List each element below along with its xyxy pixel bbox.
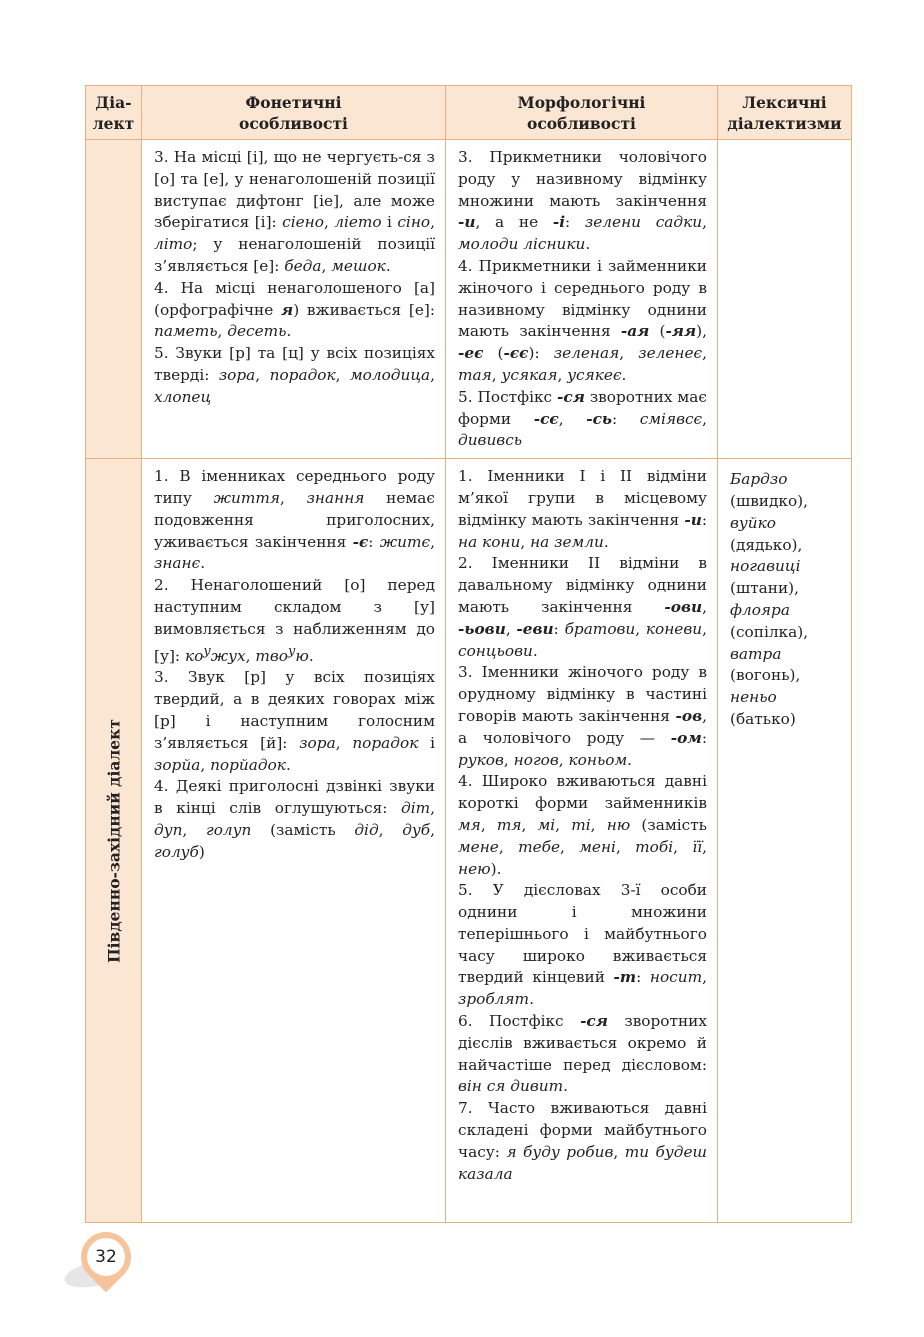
dialect-features-table [85, 85, 852, 1223]
phonetic-cell-row1 [142, 140, 446, 459]
list-item: 5. Постфікс -ся зворотних має форми -сє, -сь: сміявсє, дививсь [458, 387, 707, 450]
lexical-cell-row1 [718, 140, 852, 459]
lexical-word: ватра [730, 644, 782, 663]
header-phonetic [142, 86, 446, 140]
lexical-meaning: (батько) [730, 709, 796, 728]
morph-cell-row1 [446, 140, 718, 459]
list-item: 5. Звуки [р] та [ц] у всіх позиціях тверді: зора, порадок, молодица, хлопец [154, 344, 435, 406]
lexical-word: Бардзо [730, 470, 788, 489]
header-morph-text: Морфологічні особливості [517, 92, 646, 133]
table-row-southwest [86, 459, 852, 1223]
list-item: 4. На місці ненаголошеного [а] (орфографічне я) вживається [е]: паметь, десеть. [154, 278, 435, 341]
phonetic-cell-row2 [142, 459, 446, 1223]
lexical-word: неньо [730, 688, 777, 707]
list-item: 4. Деякі приголосні дзвінкі звуки в кінці слів оглушуються: діт, дуп, голуп (замість дід, дуб, голуб) [154, 777, 435, 861]
list-item: 3. На місці [і], що не чергуєть-ся з [о] та [е], у ненаголошеній позиції виступає дифтонг [іе], але може зберігатися [і]: сіено, ліето і сіно, літо; у ненаголошеній позиції з’являється [е]: беда, мешок. [154, 148, 435, 275]
morph-list-row2 [446, 459, 717, 1191]
list-item: 1. В іменниках середнього роду типу життя, знання немає подовження приголосних, уживається закінчення -є: житє, знанє. [154, 467, 435, 573]
table-row-continuation [86, 140, 852, 459]
list-item: 1. Іменники І і ІІ відміни м’якої групи в місцевому відмінку мають закінчення -и: на кони, на земли. [458, 467, 707, 551]
phonetic-list-row1 [142, 140, 445, 415]
list-item: 2. Ненаголошений [о] перед наступним складом з [у] вимовляється з наближенням до [у]: $ко^ужух$, тво$^у$ю. [154, 576, 435, 665]
morph-list-row1 [446, 140, 717, 458]
table-header-row [86, 86, 852, 140]
list-item: 2. Іменники ІІ відміни в давальному відмінку однини мають закінчення -ови, -ьови, -еви: братови, коневи, сонцьови. [458, 554, 707, 660]
dialect-cell-southwest [86, 459, 142, 1223]
dialect-cell-empty [86, 140, 142, 459]
lexical-word: вуйко [730, 513, 776, 532]
header-lexical [718, 86, 852, 140]
lexical-word: ногавиці [730, 557, 801, 576]
page-number-badge [62, 1228, 142, 1308]
list-item: 3. Прикметники чоловічого роду у називному відмінку множини мають закінчення -и, а не -і: зелени садки, молоди лісники. [458, 148, 707, 254]
list-item: 6. Постфікс -ся зворотних дієслів вживається окремо й найчастіше перед дієсловом: він ся дивит. [458, 1012, 707, 1096]
list-item: 5. У дієсловах 3-ї особи однини і множини теперішнього і майбутнього часу широко вживається твердий кінцевий -т: носит, зроблят. [458, 881, 707, 1009]
header-lexical-text: Лексичні діалектизми [727, 92, 842, 133]
lexical-meaning: (сопілка), [730, 622, 809, 641]
header-dialect [86, 86, 142, 140]
list-item: 4. Прикметники і займенники жіночого і середнього роду в називному відмінку однини мають закінчення -ая (-яя), -еє (-єє): зеленая, зеленеє, тая, усякая, усякеє. [458, 256, 707, 384]
list-item: 3. Звук [р] у всіх позиціях твердий, а в деяких говорах між [р] і наступним голосним з’являється [й]: зора, порадок і зорйа, порйадок. [154, 668, 435, 774]
lexical-meaning: (вогонь), [730, 666, 801, 685]
list-item: 3. Іменники жіночого роду в орудному відмінку в частині говорів мають закінчення -ов, а чоловічого роду — -ом: руков, ногов, коньом. [458, 663, 707, 769]
list-item: 4. Широко вживаються давні короткі форми займенників мя, тя, мі, ті, ню (замість мене, тебе, мені, тобі, її, нею). [458, 772, 708, 878]
header-morph [446, 86, 718, 140]
list-item: 7. Часто вживаються давні складені форми майбутнього часу: я буду робив, ти будеш казала [458, 1099, 707, 1183]
morph-cell-row2 [446, 459, 718, 1223]
page-number: 32 [95, 1247, 117, 1267]
lexical-list-row2 [718, 459, 851, 737]
phonetic-list-row2 [142, 459, 445, 869]
header-dialect-text: Діа- лект [92, 92, 135, 133]
lexical-meaning: (швидко), [730, 491, 809, 510]
lexical-cell-row2 [718, 459, 852, 1223]
dialect-name: Південно-західний діалект [104, 718, 123, 963]
lexical-meaning: (штани), [730, 579, 799, 598]
lexical-meaning: (дядько), [730, 535, 803, 554]
lexical-word: флояра [730, 600, 790, 619]
header-phonetic-text: Фонетичні особливості [239, 92, 348, 133]
